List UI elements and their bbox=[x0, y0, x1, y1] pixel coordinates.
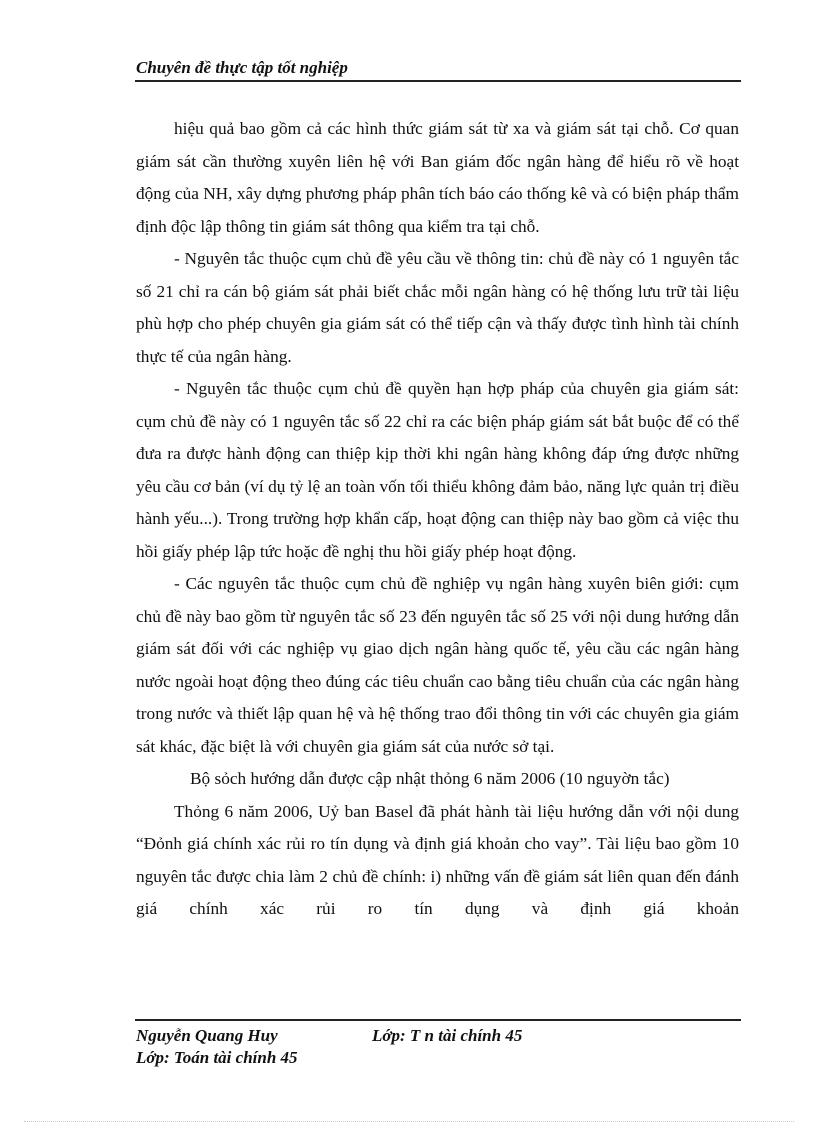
paragraph-cross-border-banking: - Các nguyên tắc thuộc cụm chủ đề nghiệp vụ ngân hàng xuyên biên giới: cụm chủ đề này bao gồm từ nguyên tắc số 23 đến nguyên tắc số 25 với nội dung hướng dẫn giám sát đối với các nghiệp vụ giao dịch ngân hàng quốc tế, yêu cầu các ngân hàng nước ngoài hoạt động theo đúng các tiêu chuẩn cao bằng tiêu chuẩn của các ngân hàng trong nước và thiết lập quan hệ và hệ thống trao đổi thông tin với các chuyên gia giám sát khác, đặc biệt là với chuyên gia giám sát của nước sở tại. bbox=[136, 574, 739, 756]
paragraph-legal-powers: - Nguyên tắc thuộc cụm chủ đề quyền hạn hợp pháp của chuyên gia giám sát: cụm chủ đề này có 1 nguyên tắc số 22 chỉ ra các biện pháp giám sát bắt buộc để có thể đưa ra được hành động can thiệp kịp thời khi ngân hàng không đáp ứng được những yêu cầu cơ bản (ví dụ tỷ lệ an toàn vốn tối thiểu không đảm bảo, năng lực quản trị điều hành yếu...). Trong trường hợp khẩn cấp, hoạt động can thiệp này bao gồm cả việc thu hồi giấy phép lập tức hoặc đề nghị thu hồi giấy phép hoạt động. bbox=[136, 379, 739, 561]
paragraph-information-requirements: - Nguyên tắc thuộc cụm chủ đề yêu cầu về thông tin: chủ đề này có 1 nguyên tắc số 21 chỉ ra cán bộ giám sát phải biết chắc mỗi ngân hàng có hệ thống lưu trữ tài liệu phù hợp cho phép chuyên gia giám sát có thể tiếp cận và thấy được tình hình tài chính thực tế của ngân hàng. bbox=[136, 249, 739, 366]
paragraph-supervision-methods: hiệu quả bao gồm cả các hình thức giám sát từ xa và giám sát tại chỗ. Cơ quan giám sát cần thường xuyên liên hệ với Ban giám đốc ngân hàng để hiểu rõ về hoạt động của NH, xây dựng phương pháp phân tích báo cáo thống kê và có biện pháp thẩm định độc lập thông tin giám sát thông qua kiểm tra tại chỗ. bbox=[136, 119, 739, 236]
footer-class-label-second: Lớp: Toán tài chính 45 bbox=[136, 1048, 298, 1067]
footer-author: Nguyễn Quang Huy bbox=[136, 1026, 278, 1045]
document-body bbox=[136, 113, 739, 926]
header-divider bbox=[135, 80, 741, 82]
section-subheading: Bộ sỏch hướng dẫn được cập nhật thỏng 6 năm 2006 (10 nguyờn tắc) bbox=[190, 769, 670, 788]
paragraph-basel-guidance: Thỏng 6 năm 2006, Uỷ ban Basel đã phát hành tài liệu hướng dẫn với nội dung “Đỏnh giá chính xác rủi ro tín dụng và định giá khoản cho vay”. Tài liệu bao gồm 10 nguyên tắc được chia làm 2 chủ đề chính: i) những vấn đề giám sát liên quan đến đánh giá chính xác rủi ro tín dụng và định giá khoản bbox=[136, 801, 739, 918]
footer-class-label: Lớp: T n tài chính 45 bbox=[372, 1026, 523, 1045]
footer-divider bbox=[135, 1019, 741, 1021]
document-header-title: Chuyên đề thực tập tốt nghiệp bbox=[136, 58, 348, 77]
page-bottom-border bbox=[24, 1121, 794, 1122]
